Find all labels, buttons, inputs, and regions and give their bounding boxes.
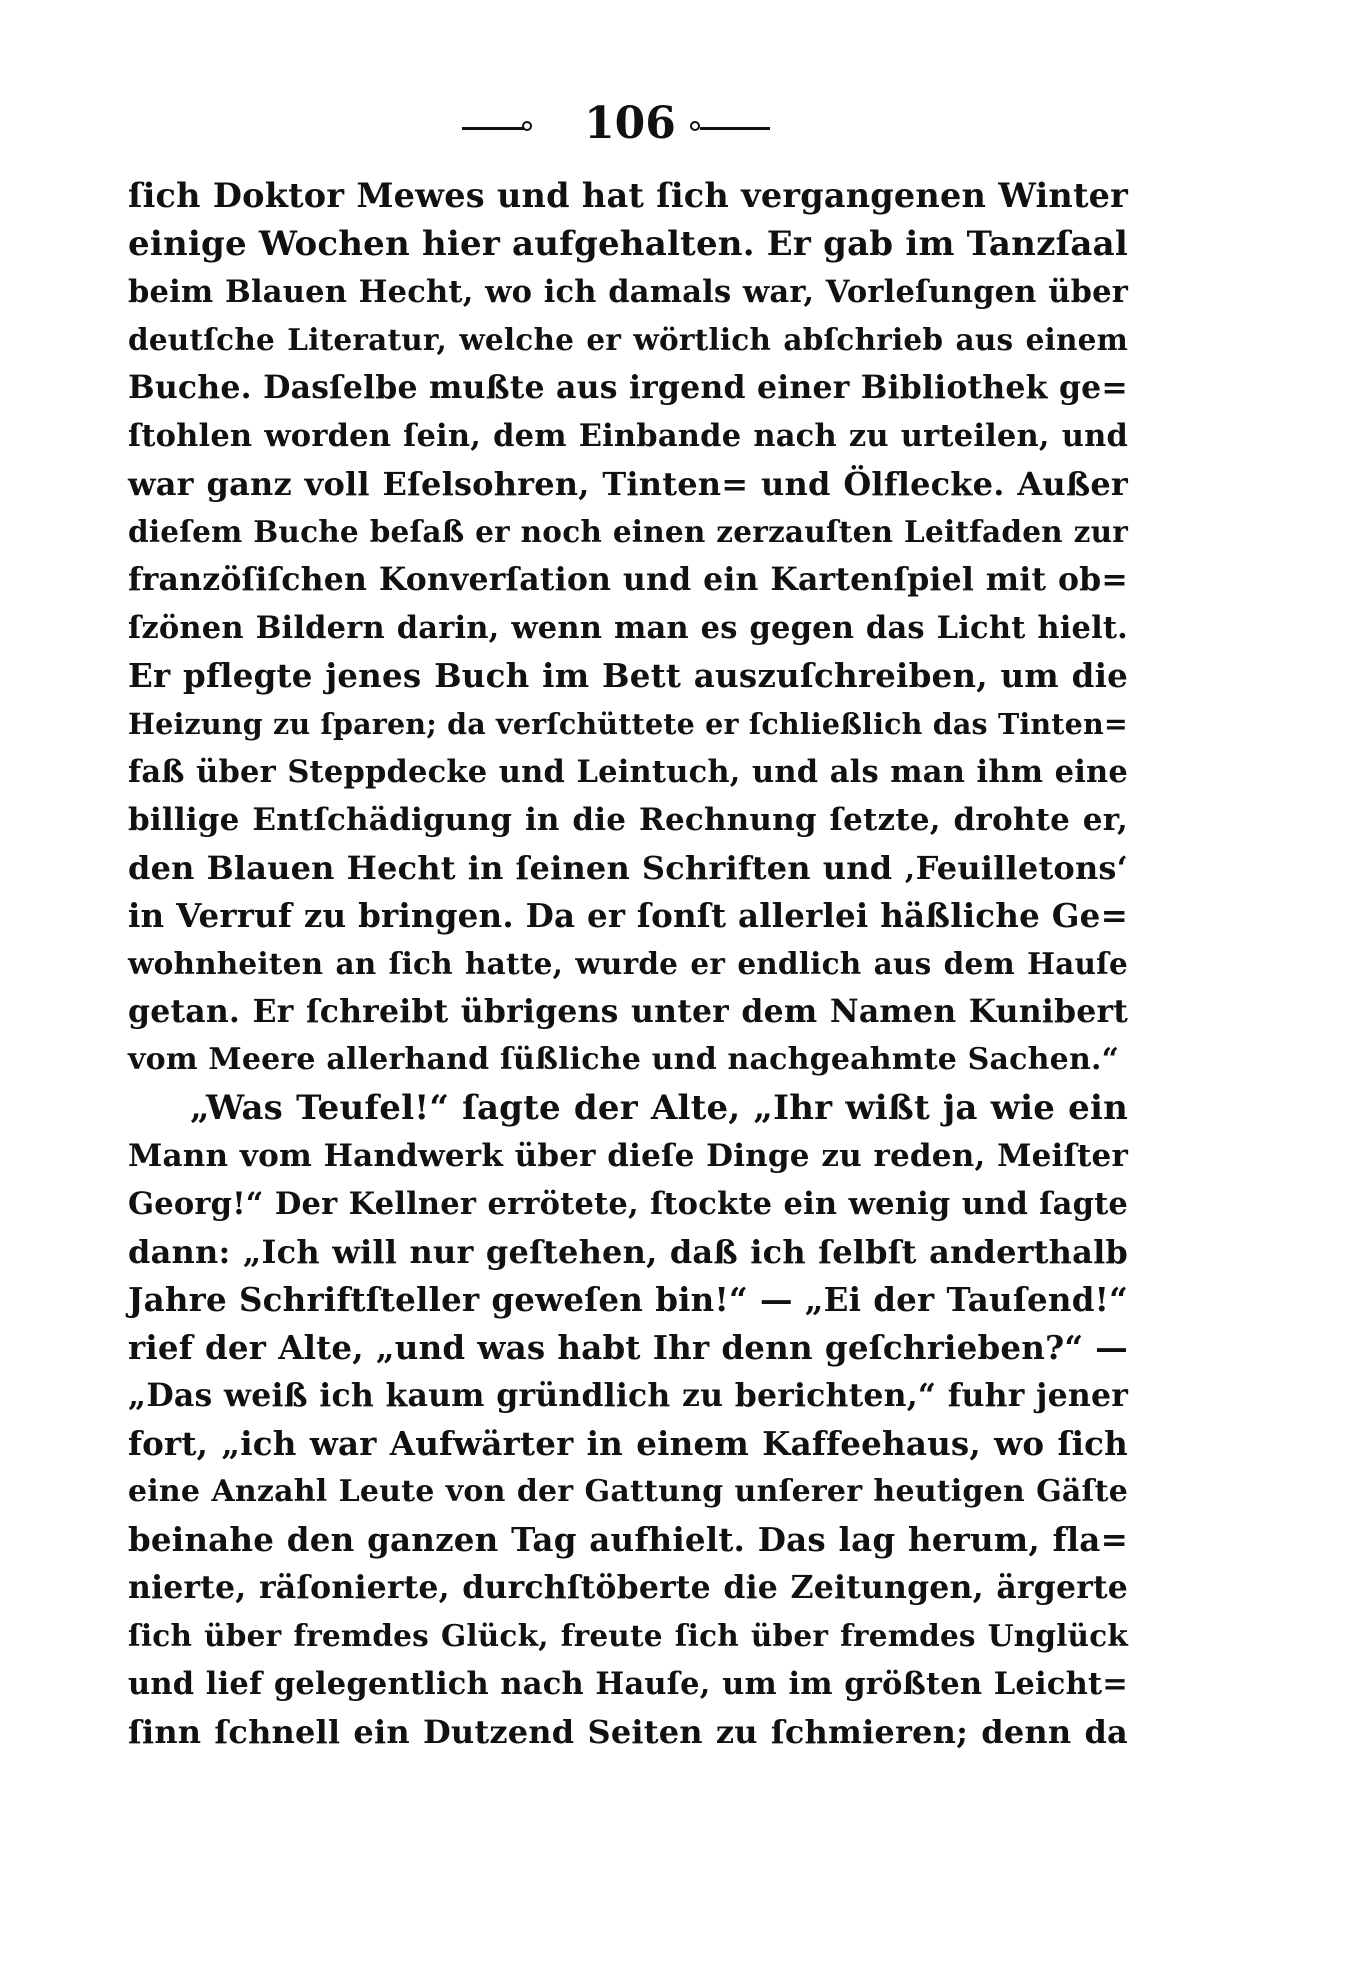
text-line: ſich über fremdes Glück, freute ſich über fremdes Unglück (128, 1618, 1128, 1653)
text-line: faß über Steppdecke und Leintuch, und als man ihm eine (128, 754, 1128, 790)
text-line: Buche. Dasſelbe mußte aus irgend einer Bibliothek ge= (128, 369, 1128, 406)
text-line: eine Anzahl Leute von der Gattung unſerer heutigen Gäſte (128, 1474, 1128, 1509)
header-ornament-right (690, 121, 700, 131)
text-line: „Das weiß ich kaum gründlich zu berichten,“ fuhr jener (128, 1377, 1128, 1414)
text-line: wohnheiten an ſich hatte, wurde er endlich aus dem Hauſe (128, 946, 1128, 981)
text-line: nierte, räſonierte, durchſtöberte die Zeitungen, ärgerte (128, 1569, 1128, 1606)
body-text (128, 172, 1128, 1756)
text-line: rief der Alte, „und was habt Ihr denn geſchrieben?“ — (128, 1328, 1128, 1367)
text-line: Mann vom Handwerk über dieſe Dinge zu reden, Meiſter (128, 1138, 1128, 1174)
text-line: beim Blauen Hecht, wo ich damals war, Vorleſungen über (128, 274, 1128, 310)
text-line: deutſche Literatur, welche er wörtlich abſchrieb aus einem (128, 322, 1128, 357)
text-line: getan. Er ſchreibt übrigens unter dem Namen Kunibert (128, 993, 1128, 1030)
header-rule-right (700, 127, 770, 130)
text-line: franzöſiſchen Konverſation und ein Kartenſpiel mit ob= (128, 561, 1128, 598)
text-line: beinahe den ganzen Tag aufhielt. Das lag herum, fla= (128, 1520, 1128, 1559)
text-line: einige Wochen hier aufgehalten. Er gab im Tanzſaal (128, 224, 1128, 264)
text-line: fort, „ich war Aufwärter in einem Kaffeehaus, wo ſich (128, 1424, 1128, 1463)
text-line: und lief gelegentlich nach Hauſe, um im größten Leicht= (128, 1666, 1128, 1702)
text-line: war ganz voll Eſelsohren, Tinten= und Ölflecke. Außer (128, 465, 1128, 503)
text-line: ſtohlen worden ſein, dem Einbande nach zu urteilen, und (128, 418, 1128, 454)
page-header (0, 98, 1347, 158)
text-line: Heizung zu ſparen; da verſchüttete er ſchließlich das Tinten= (128, 707, 1128, 741)
text-line: Jahre Schriftſteller geweſen bin!“ — „Ei der Tauſend!“ (128, 1280, 1128, 1319)
text-line: in Verruf zu bringen. Da er ſonſt allerlei häßliche Ge= (128, 896, 1128, 935)
text-line: ſzönen Bildern darin, wenn man es gegen das Licht hielt. (128, 610, 1128, 646)
text-line: den Blauen Hecht in ſeinen Schriften und ‚Feuilletons‘ (128, 849, 1128, 887)
text-line: ſinn ſchnell ein Dutzend Seiten zu ſchmieren; denn da (128, 1713, 1128, 1751)
header-rule-left (462, 127, 524, 130)
text-line: „Was Teufel!“ ſagte der Alte, „Ihr wißt ja wie ein (190, 1088, 1128, 1128)
text-line: billige Entſchädigung in die Rechnung ſetzte, drohte er, (128, 802, 1128, 838)
text-line: ſich Doktor Mewes und hat ſich vergangenen Winter (128, 176, 1128, 215)
text-line: dieſem Buche beſaß er noch einen zerzauſten Leitfaden zur (128, 514, 1128, 549)
page-number: 106 (584, 98, 676, 149)
text-line: Er pflegte jenes Buch im Bett auszuſchreiben, um die (128, 656, 1128, 695)
header-ornament-left (522, 121, 532, 131)
text-line: dann: „Ich will nur geſtehen, daß ich ſelbſt anderthalb (128, 1233, 1128, 1271)
text-line: vom Meere allerhand ſüßliche und nachgeahmte Sachen.“ (128, 1042, 1120, 1077)
text-line: Georg!“ Der Kellner errötete, ſtockte ein wenig und ſagte (128, 1186, 1128, 1222)
